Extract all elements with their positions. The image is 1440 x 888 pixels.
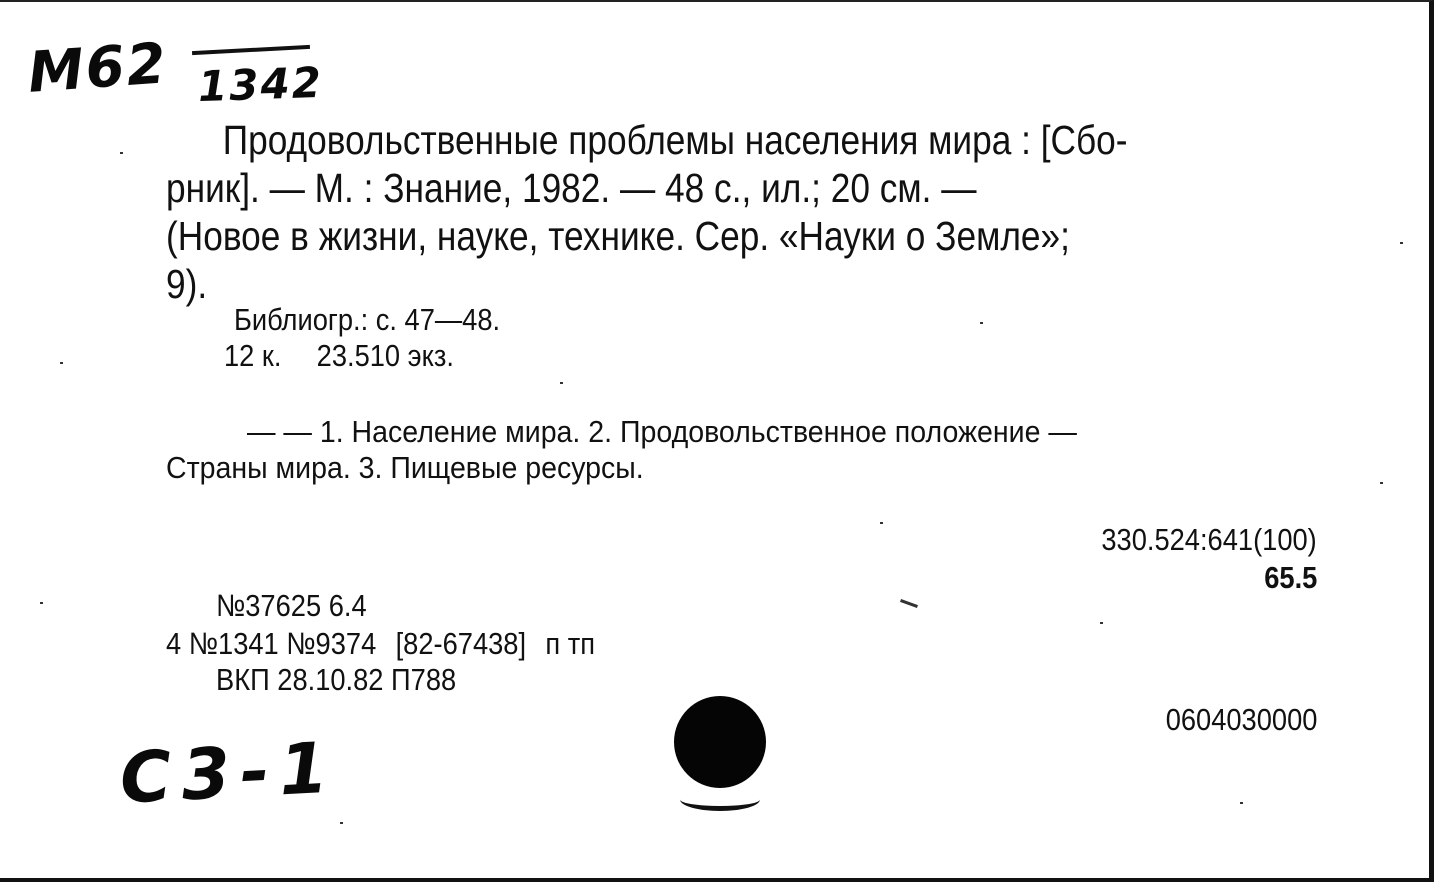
accession-overline (192, 45, 310, 55)
bibliographic-description (166, 116, 1172, 308)
scan-speck (60, 362, 63, 364)
handwritten-location-mark: С3-1 (118, 726, 340, 820)
price-and-print-run (224, 338, 454, 374)
vkp-line: ВКП 28.10.82 П788 (216, 662, 457, 697)
card-code: 0604030000 (1165, 702, 1317, 737)
scan-speck (40, 602, 43, 604)
scan-speck (880, 522, 883, 524)
scan-speck (1100, 622, 1103, 624)
punch-hole (674, 696, 766, 788)
scan-speck (1380, 482, 1383, 484)
udc-index: 330.524:641(100) (1101, 522, 1317, 557)
print-info-line (166, 626, 595, 662)
entry-line-1: Продовольственные проблемы населения мира : [Сбо- (222, 117, 1128, 163)
subject-line-2: Страны мира. 3. Пищевые ресурсы. (166, 450, 644, 485)
bibliography-note: Библиогр.: с. 47—48. (234, 302, 501, 337)
entry-line-3: (Новое в жизни, науке, технике. Сер. «Науки о Земле»; (166, 213, 1070, 259)
subject-line-1: — — 1. Население мира. 2. Продовольственное положение — (246, 414, 1077, 449)
handwritten-accession-number: 1342 (197, 57, 324, 112)
print-numbers: 4 №1341 №9374 (166, 626, 377, 661)
scan-speck (1400, 242, 1403, 244)
print-run: 23.510 экз. (316, 338, 454, 373)
card-number: [82-67438] (395, 626, 527, 661)
punch-hole-tear (680, 788, 760, 811)
price: 12 к. (224, 338, 282, 373)
subject-headings (166, 414, 1077, 486)
print-mark: п тп (545, 626, 596, 661)
bbk-index: 65.5 (1263, 560, 1317, 595)
entry-line-2: рник]. — М. : Знание, 1982. — 48 с., ил.; 20 см. — (166, 165, 977, 211)
scan-speck (120, 152, 123, 154)
scan-speck (900, 599, 918, 608)
scan-speck (340, 822, 343, 824)
order-number: №37625 6.4 (216, 588, 367, 623)
scan-speck (1240, 802, 1243, 804)
scan-speck (560, 382, 563, 384)
entry-line-4: 9). (166, 261, 208, 307)
handwritten-shelf-mark: М62 (25, 31, 170, 106)
scan-speck (980, 322, 983, 324)
